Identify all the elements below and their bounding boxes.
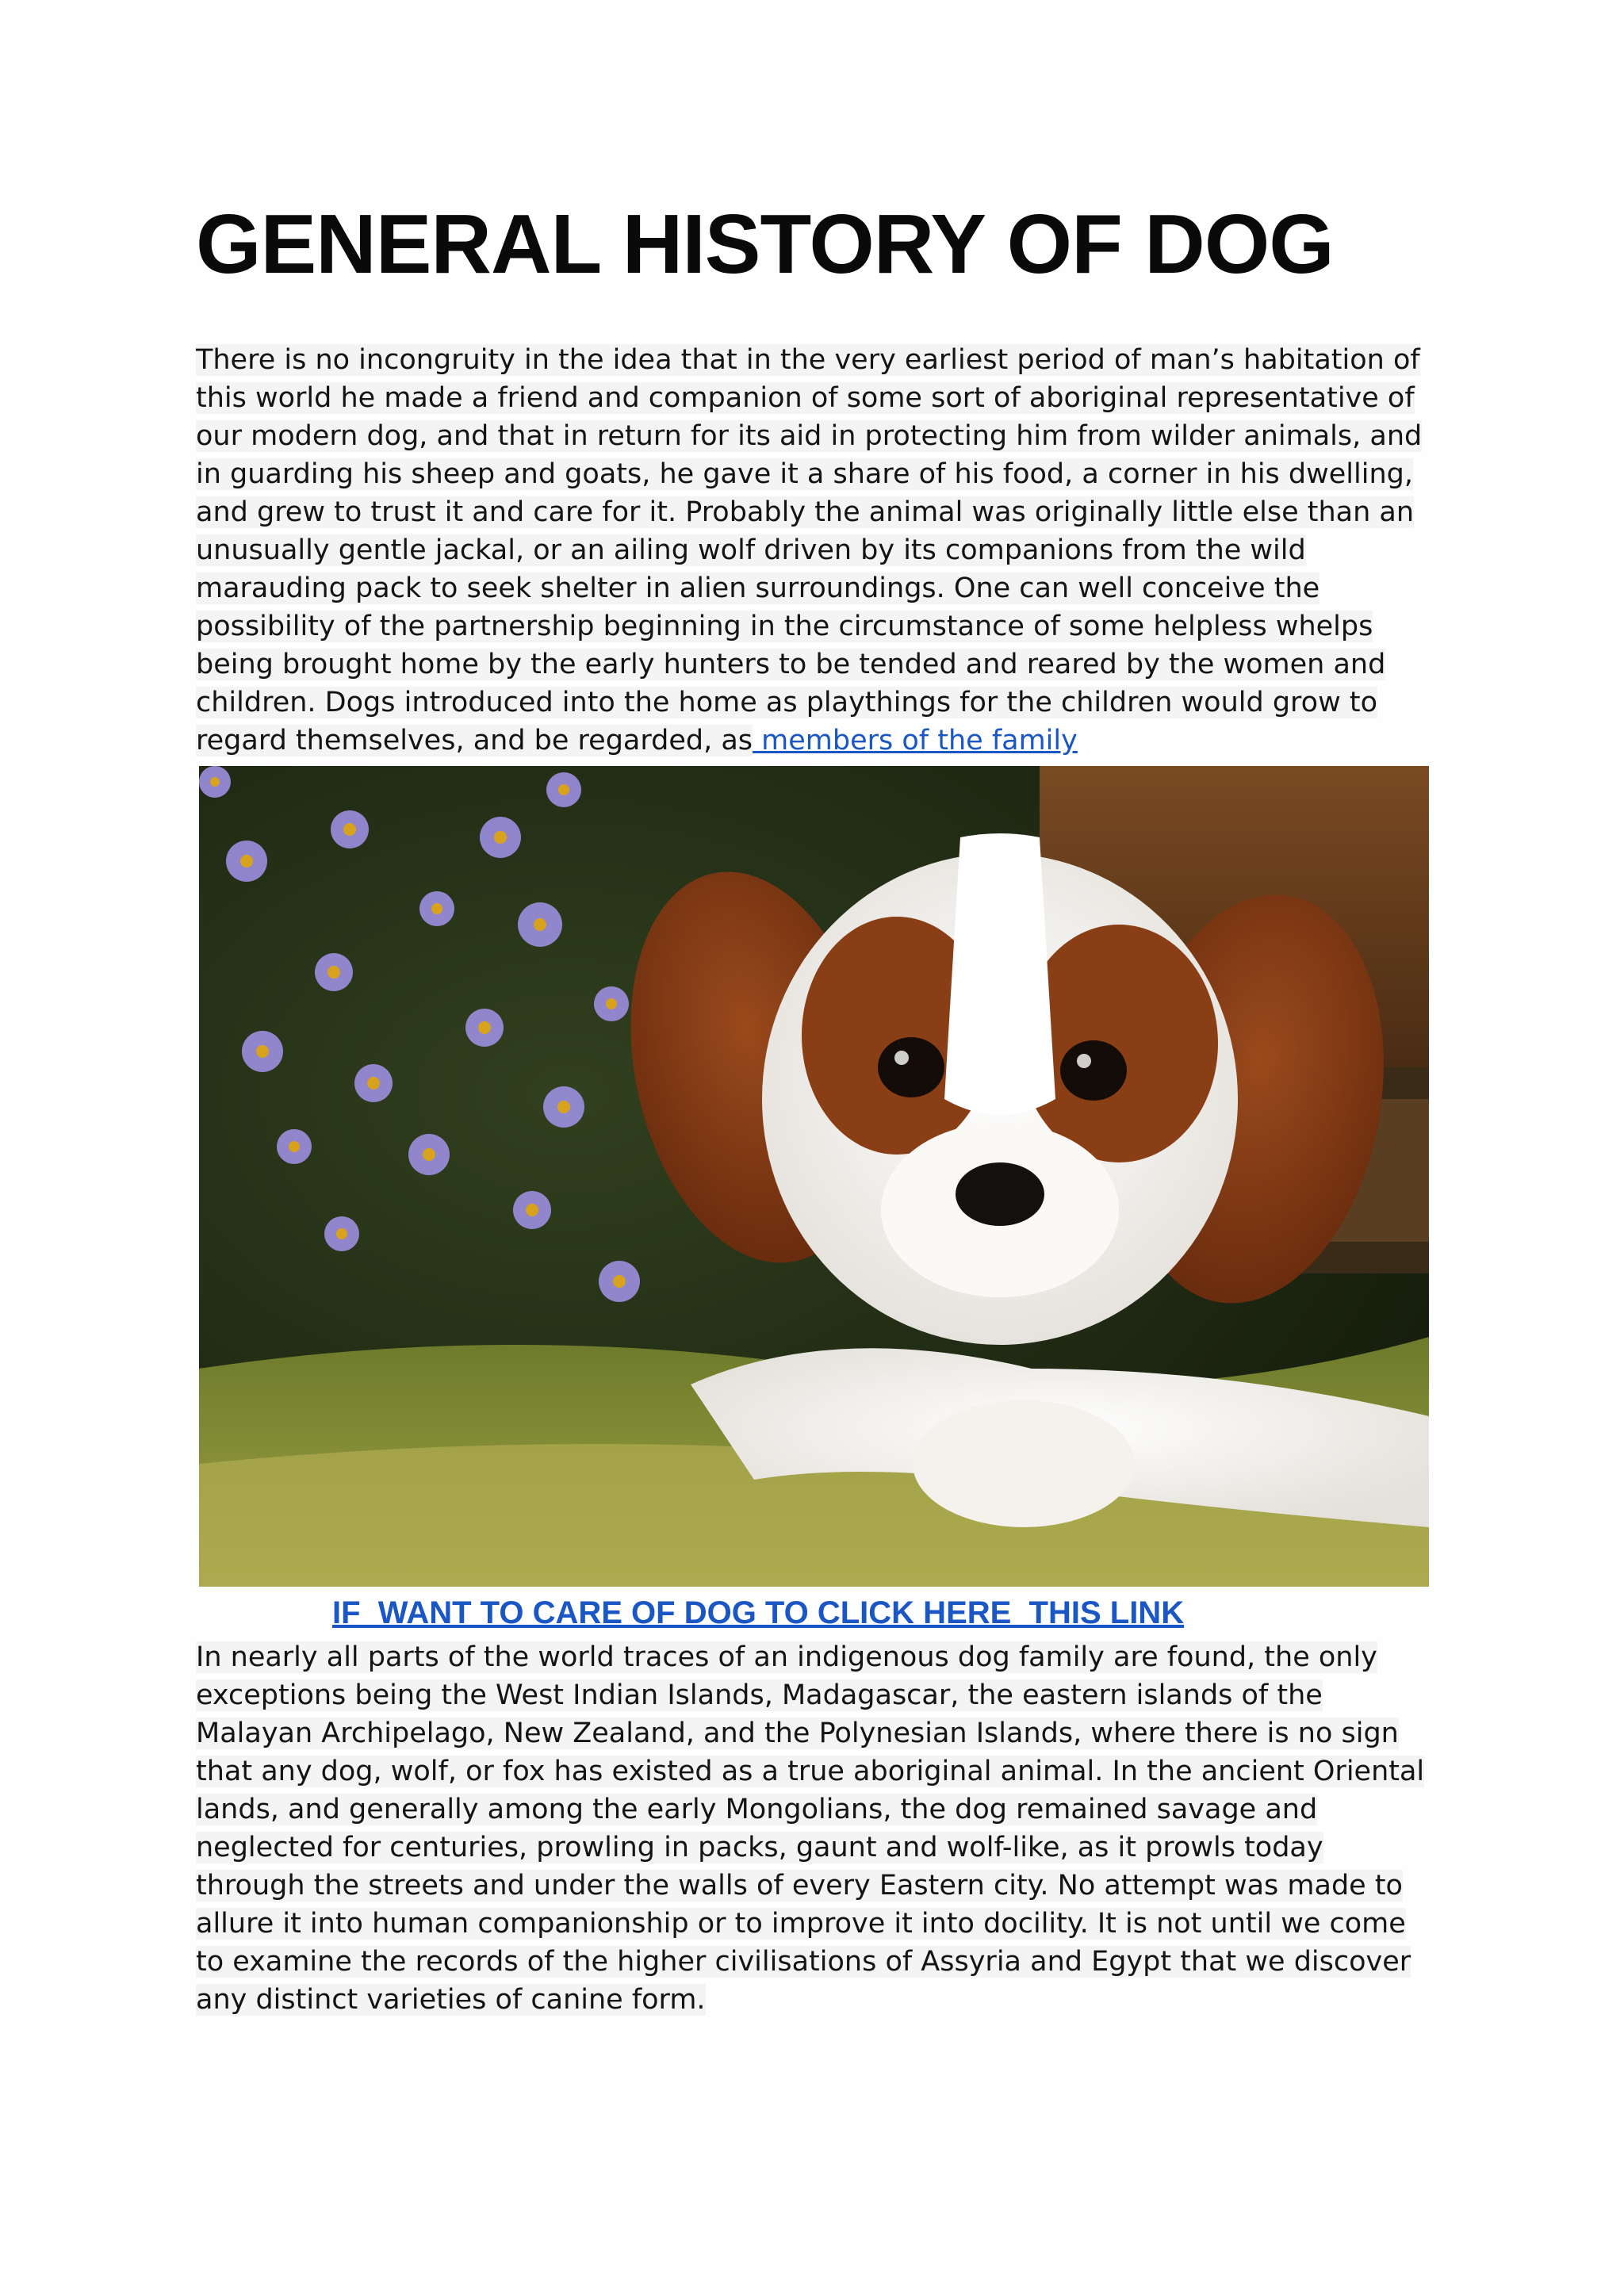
paragraph-line: Malayan Archipelago, New Zealand, and the Polynesian Islands, where there is no sign bbox=[196, 1718, 1399, 1749]
paragraph-line: our modern dog, and that in return for its aid in protecting him from wilder animals, and bbox=[196, 420, 1423, 452]
puppy-photo bbox=[199, 766, 1429, 1587]
paragraph-line: to examine the records of the higher civilisations of Assyria and Egypt that we discover bbox=[196, 1946, 1411, 1978]
paragraph-line: neglected for centuries, prowling in packs, gaunt and wolf-like, as it prowls today bbox=[196, 1832, 1323, 1863]
paragraph-line: allure it into human companionship or to improve it into docility. It is not until we come bbox=[196, 1908, 1406, 1940]
page-title: GENERAL HISTORY OF DOG bbox=[196, 197, 1334, 291]
intro-paragraph bbox=[196, 341, 1433, 760]
paragraph-line: children. Dogs introduced into the home as playthings for the children would grow to bbox=[196, 687, 1377, 718]
paragraph-line: that any dog, wolf, or fox has existed as a true aboriginal animal. In the ancient Oriental bbox=[196, 1756, 1425, 1787]
paragraph-line: any distinct varieties of canine form. bbox=[196, 1984, 706, 2016]
paragraph-line: being brought home by the early hunters to be tended and reared by the women and bbox=[196, 649, 1386, 680]
history-paragraph bbox=[196, 1638, 1433, 2019]
members-of-family-link[interactable]: members of the family bbox=[753, 725, 1078, 756]
paragraph-line: through the streets and under the walls of every Eastern city. No attempt was made to bbox=[196, 1870, 1403, 1901]
paragraph-line: unusually gentle jackal, or an ailing wolf driven by its companions from the wild bbox=[196, 534, 1306, 566]
paragraph-line: exceptions being the West Indian Islands, Madagascar, the eastern islands of the bbox=[196, 1679, 1323, 1711]
paragraph-line: regard themselves, and be regarded, as members of the family bbox=[196, 725, 1078, 756]
paragraph-line: There is no incongruity in the idea that in the very earliest period of man’s habitation of bbox=[196, 344, 1420, 376]
care-of-dog-link[interactable]: IF WANT TO CARE OF DOG TO CLICK HERE THIS LINK bbox=[332, 1595, 1185, 1630]
paragraph-line: lands, and generally among the early Mongolians, the dog remained savage and bbox=[196, 1794, 1318, 1825]
paragraph-line: in guarding his sheep and goats, he gave it a share of his food, a corner in his dwelling, bbox=[196, 458, 1413, 490]
paragraph-line: possibility of the partnership beginning in the circumstance of some helpless whelps bbox=[196, 611, 1373, 642]
paragraph-line: marauding pack to seek shelter in alien surroundings. One can well conceive the bbox=[196, 573, 1320, 604]
paragraph-line: In nearly all parts of the world traces of an indigenous dog family are found, the only bbox=[196, 1641, 1377, 1673]
paragraph-line: and grew to trust it and care for it. Probably the animal was originally little else than an bbox=[196, 496, 1415, 528]
paragraph-line: this world he made a friend and companion of some sort of aboriginal representative of bbox=[196, 382, 1415, 414]
